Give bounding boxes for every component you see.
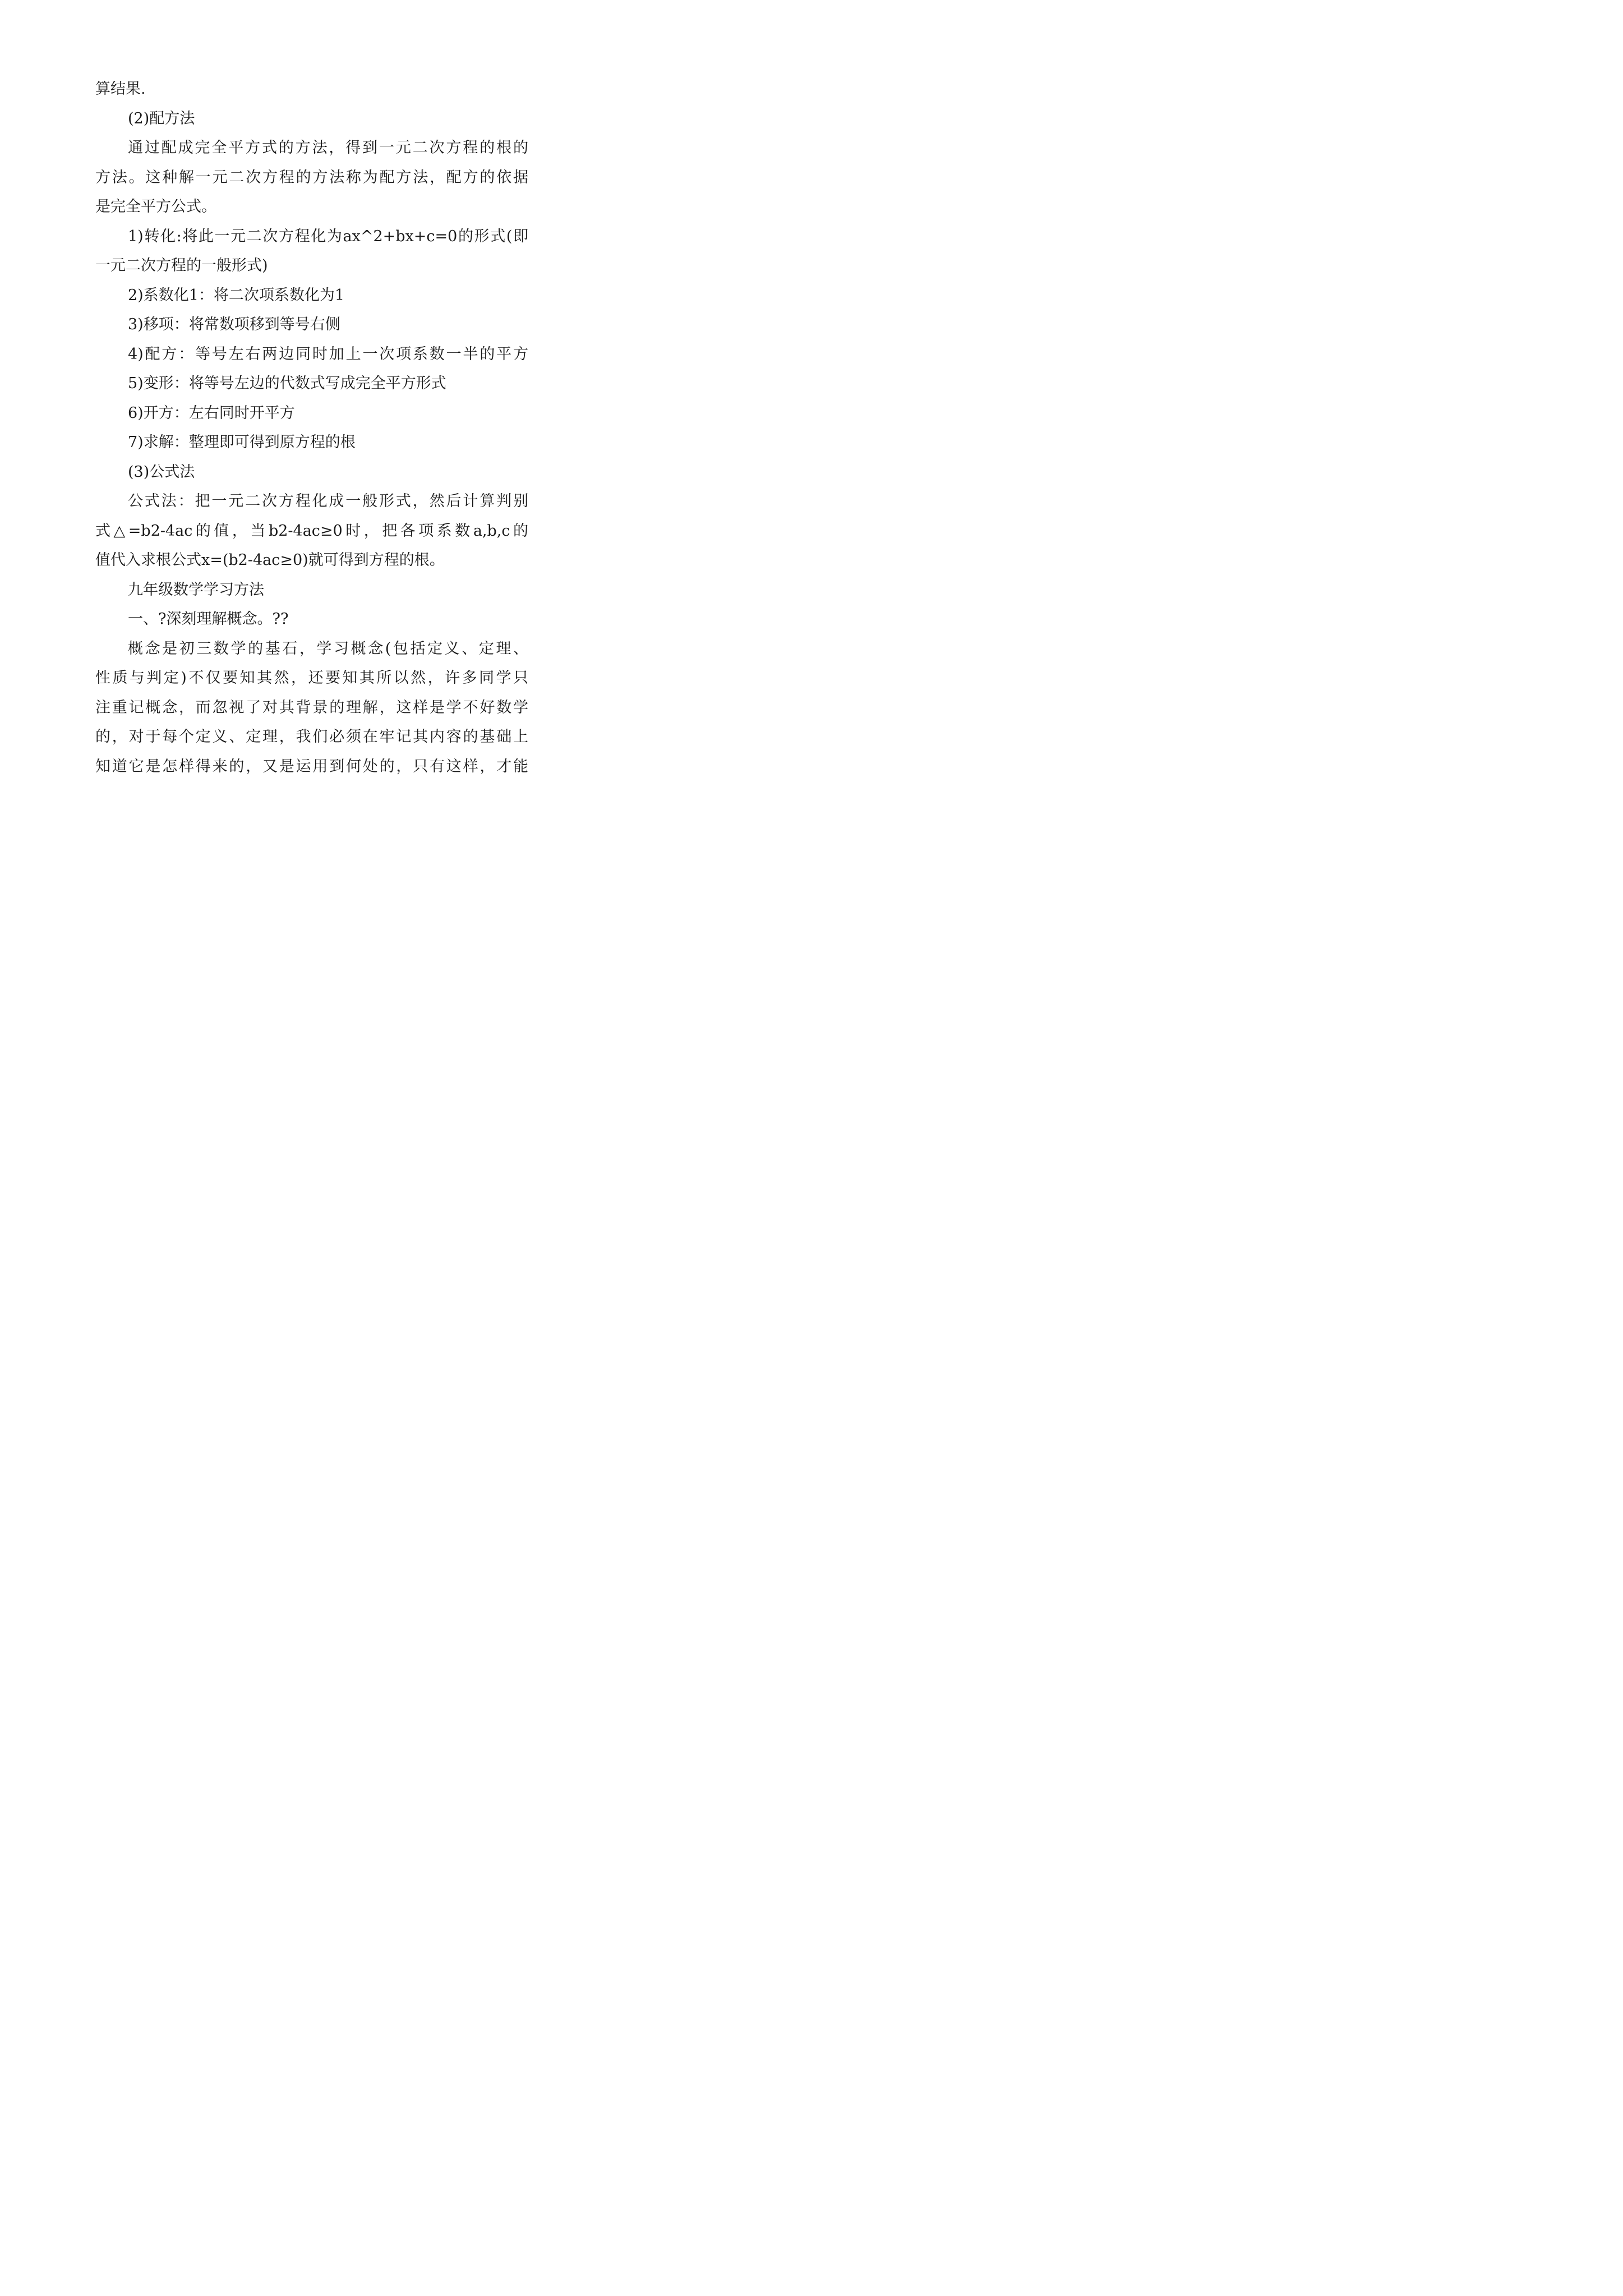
step-item: 3)移项：将常数项移到等号右侧 <box>128 316 340 333</box>
text-line: 算结果. <box>95 80 146 98</box>
subheading-understand-concepts: 一、?深刻理解概念。?? <box>128 610 289 628</box>
text-line: 的，对于每个定义、定理，我们必须在牢记其内容的基础上 <box>95 728 528 746</box>
text-line: 概念是初三数学的基石，学习概念(包括定义、定理、 <box>128 639 528 657</box>
section-heading-completing-square: (2)配方法 <box>128 109 195 127</box>
step-item: 7)求解：整理即可得到原方程的根 <box>128 434 356 451</box>
document-page <box>0 0 630 890</box>
text-line: 注重记概念，而忽视了对其背景的理解，这样是学不好数学 <box>95 698 528 716</box>
step-item: 6)开方：左右同时开平方 <box>128 404 295 422</box>
section-title-study-methods: 九年级数学学习方法 <box>128 581 264 599</box>
text-line: 方法。这种解一元二次方程的方法称为配方法，配方的依据 <box>95 168 528 186</box>
step-item: 2)系数化1：将二次项系数化为1 <box>128 286 345 304</box>
section-heading-formula-method: (3)公式法 <box>128 463 195 481</box>
step-item: 1)转化:将此一元二次方程化为ax^2+bx+c=0的形式(即 <box>128 227 528 245</box>
step-item: 4)配方：等号左右两边同时加上一次项系数一半的平方 <box>128 345 528 363</box>
text-line: 式△=b2-4ac的值，当b2-4ac≥0时，把各项系数a,b,c的 <box>95 522 528 540</box>
text-line: 通过配成完全平方式的方法，得到一元二次方程的根的 <box>128 139 528 157</box>
body-text <box>95 75 528 781</box>
step-item: 5)变形：将等号左边的代数式写成完全平方形式 <box>128 375 446 392</box>
text-line: 值代入求根公式x=(b2-4ac≥0)就可得到方程的根。 <box>95 551 445 569</box>
text-line: 是完全平方公式。 <box>95 198 216 215</box>
text-line: 知道它是怎样得来的，又是运用到何处的，只有这样，才能 <box>95 757 528 775</box>
text-line: 性质与判定)不仅要知其然，还要知其所以然，许多同学只 <box>95 669 528 687</box>
text-line: 一元二次方程的一般形式) <box>95 257 268 274</box>
text-line: 公式法：把一元二次方程化成一般形式，然后计算判别 <box>128 493 528 510</box>
